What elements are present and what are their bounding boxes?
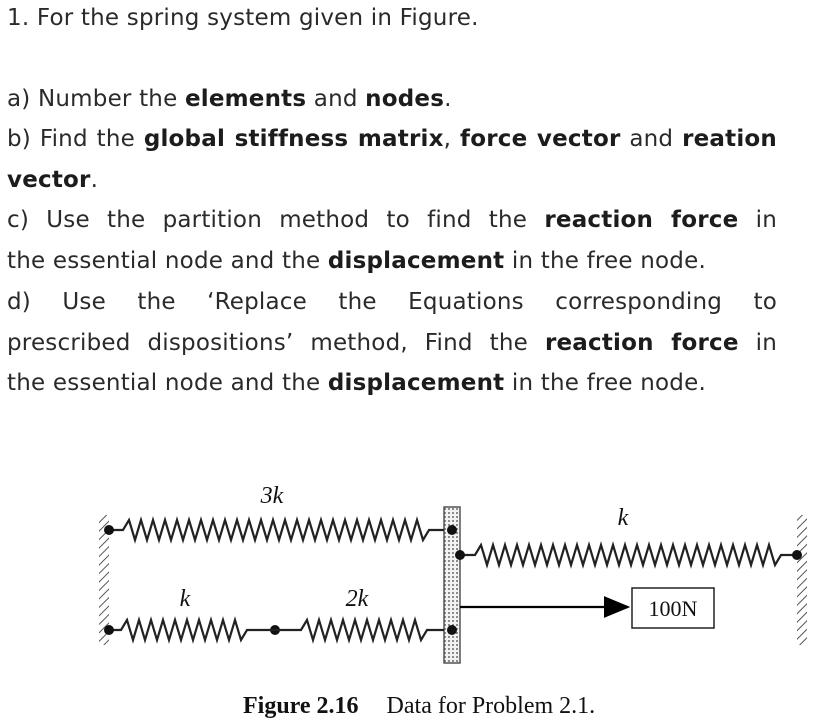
part-d-text: the essential node and the xyxy=(7,370,328,396)
term-global-stiffness-matrix: global stiffness matrix xyxy=(143,126,444,152)
force-label: 100N xyxy=(648,596,698,621)
node-right-wall xyxy=(792,550,802,560)
node-left-bottom xyxy=(104,625,114,635)
node-bar-top xyxy=(447,525,457,535)
part-b-line2 xyxy=(7,165,98,195)
label-k-left: k xyxy=(179,586,191,612)
term-reation: reation xyxy=(682,126,777,152)
spring-k-left xyxy=(109,620,260,640)
term-displacement: displacement xyxy=(327,370,505,396)
part-d-text: prescribed dispositions’ method, Find the xyxy=(7,330,545,356)
part-a xyxy=(7,84,452,114)
part-c-text: the essential node and the xyxy=(7,248,328,274)
part-b-text: b) Find the xyxy=(7,126,144,152)
problem-heading: 1. For the spring system given in Figure. xyxy=(7,5,479,31)
node-bar-right xyxy=(455,550,465,560)
part-d-text: in xyxy=(738,330,777,356)
part-b-text: . xyxy=(90,167,99,193)
term-force-vector: force vector xyxy=(459,126,621,152)
part-a-text: and xyxy=(306,86,366,112)
part-c-text: c) Use the partition method to find the xyxy=(7,207,545,233)
caption-number: Figure 2.16 xyxy=(243,693,359,719)
node-bar-bottom xyxy=(447,625,457,635)
spring-3k xyxy=(109,520,444,540)
part-d-text: in the free node. xyxy=(504,370,706,396)
spring-2k xyxy=(290,620,444,640)
part-d-line1: d) Use the ‘Replace the Equations corresponding to xyxy=(7,289,777,315)
part-c-line1 xyxy=(7,205,777,235)
part-b-text: , xyxy=(443,126,460,152)
label-2k: 2k xyxy=(345,586,369,612)
spring-k-right xyxy=(460,545,797,565)
term-displacement: displacement xyxy=(327,248,505,274)
term-vector: vector xyxy=(7,167,91,193)
label-k-right: k xyxy=(617,505,629,531)
part-c-text: in xyxy=(738,207,777,233)
part-c-text: in the free node. xyxy=(504,248,706,274)
part-b-line1 xyxy=(7,124,777,154)
term-nodes: nodes xyxy=(365,86,445,112)
caption-text: Data for Problem 2.1. xyxy=(386,693,596,719)
part-d-line2 xyxy=(7,328,777,358)
part-c-line2 xyxy=(7,246,706,276)
term-reaction-force: reaction force xyxy=(544,207,739,233)
part-d-line3 xyxy=(7,368,706,398)
label-3k: 3k xyxy=(260,483,284,509)
part-a-text: a) Number the xyxy=(7,86,185,112)
part-b-text: and xyxy=(620,126,683,152)
term-elements: elements xyxy=(184,86,307,112)
term-reaction-force: reaction force xyxy=(544,330,739,356)
figure-caption xyxy=(243,693,595,719)
node-left-top xyxy=(104,525,114,535)
part-a-text: . xyxy=(444,86,452,112)
spring-system-figure xyxy=(95,475,825,725)
right-wall xyxy=(797,515,807,645)
